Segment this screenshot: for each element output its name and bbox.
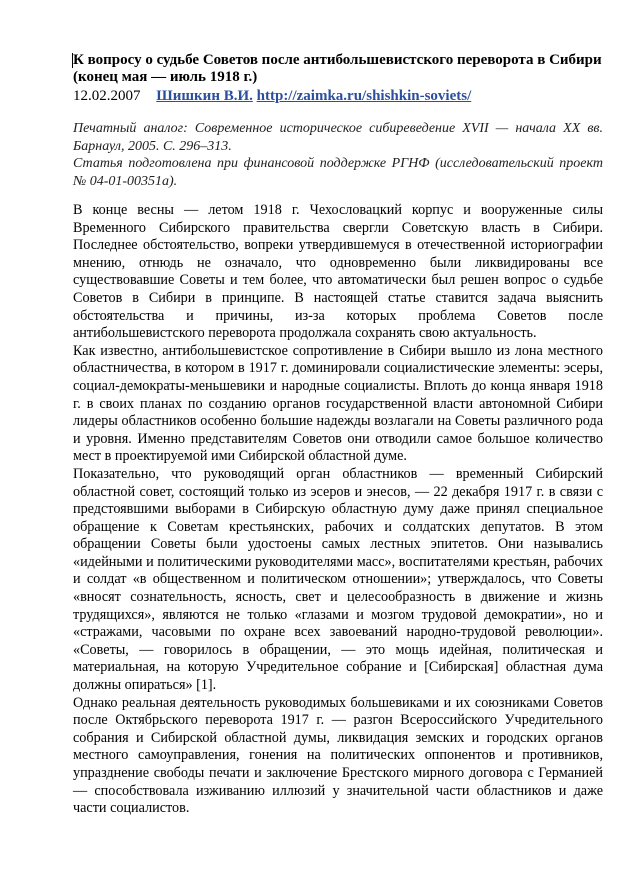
article-title [73,52,603,86]
text-cursor [72,53,73,68]
document-page [73,52,603,818]
source-funding-note: Статья подготовлена при финансовой поддержке РГНФ (исследовательский проект № 04-01-00351а). [73,156,603,189]
article-title-text: К вопросу о судьбе Советов после антибольшевистского переворота в Сибири (конец мая — июль 1918 г.) [73,52,602,85]
body-paragraph: В конце весны — летом 1918 г. Чехословацкий корпус и вооруженные силы Временного Сибирского правительства свергли Советскую власть в Сибири. Последнее обстоятельство, вопреки утвердившемуся в отечественной историографии мнению, отнюдь не означало, что одновременно были ликвидированы все существовавшие Советы и тем более, что автоматически был решен вопрос о судьбе Советов в Сибири в принципе. В настоящей статье ставится задача выяснить обстоятельства и причины, из-за которых проблема Советов после антибольшевистского переворота продолжала сохранять свою актуальность. [73,202,603,342]
source-print-analog: Печатный аналог: Современное историческое сибиреведение XVII — начала XX вв. Барнаул, 2005. С. 296–313. [73,121,603,154]
article-date: 12.02.2007 [73,88,141,104]
body-paragraph: Показательно, что руководящий орган областников — временный Сибирский областной совет, состоящий только из эсеров и энесов, — 22 декабря 1917 г. в связи с предстоявшими выборами в Сибирскую областную думу даже принял специальное обращение к Советам крестьянских, рабочих и солдатских депутатов. В этом обращении Советы были удостоены самых лестных эпитетов. Они назывались «идейными и политическими руководителями масс», воспитателями крестьян, рабочих и солдат «в общественном и политическом отношении»; утверждалось, что Советы «вносят сознательность, ясность, свет и целесообразность в движение и жизнь трудящихся», являются не только «глазами и мозгом трудовой демократии», но и «стражами, часовыми по охране всех завоеваний народно-трудовой революции». «Советы, — говорилось в обращении, — это мощь идейная, политическая и материальная, на которую Учредительное собрание и [Сибирская] областная дума должны опираться» [1]. [73,465,603,694]
author-link[interactable]: Шишкин В.И. [156,88,253,104]
article-url-link[interactable]: http://zaimka.ru/shishkin-soviets/ [256,88,472,104]
source-note [73,120,603,190]
body-paragraph: Однако реальная деятельность руководимых большевиками и их союзниками Советов после Октябрьского переворота 1917 г. — разгон Всероссийского Учредительного собрания и Сибирской областной думы, ликвидация земских и городских органов местного самоуправления, гонения на политических оппонентов и противников, упразднение свободы печати и заключение Брестского мирного договора с Германией — способствовала изживанию иллюзий у значительной части областников и даже части социалистов. [73,694,603,817]
article-body [73,202,603,818]
article-meta [73,87,603,106]
body-paragraph: Как известно, антибольшевистское сопротивление в Сибири вышло из лона местного областничества, в котором в 1917 г. доминировали социалистические элементы: эсеры, социал-демократы-меньшевики и народные социалисты. Вплоть до конца января 1918 г. в своих планах по созданию органов государственной власти автономной Сибири лидеры областников особенно большие надежды возлагали на Советы различного рода и уровня. Именно представителям Советов они отводили самое большое количество мест в проектируемой ими Сибирской областной думе. [73,342,603,465]
